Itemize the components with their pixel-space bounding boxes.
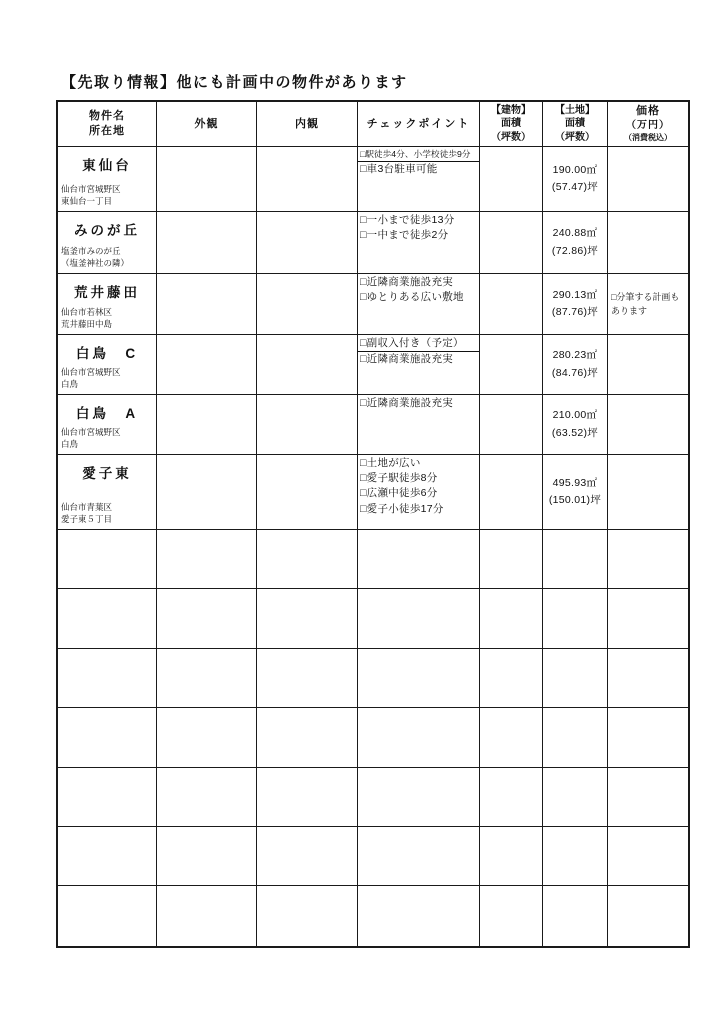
checkpoints-cell [358,335,480,395]
empty-cell [543,708,608,767]
empty-cell [480,768,543,827]
checkpoints-cell [358,147,480,212]
empty-cell [58,768,157,827]
empty-cell [58,530,157,589]
empty-cell [58,649,157,708]
price-cell [608,335,688,395]
address-line: 白鳥 [61,379,79,390]
empty-cell [543,530,608,589]
empty-cell [358,768,480,827]
checkpoint-item: □車3台駐車可能 [360,163,438,176]
land-sqm: 495.93㎡ [552,476,598,489]
land-tsubo: (150.01)坪 [548,494,602,506]
header-price-line: 価格 [636,105,660,118]
building-area-cell [480,335,543,395]
header-interior [257,102,358,147]
header-property [58,102,157,147]
empty-cell [480,886,543,945]
empty-cell [480,649,543,708]
property-name: 白鳥 A [75,406,139,421]
checkpoint-item: □広瀬中徒歩6分 [360,487,438,500]
exterior-photo-cell [157,335,257,395]
header-building-line: （坪数） [491,131,531,143]
address-line: 塩釜市みのが丘 [61,246,121,257]
interior-photo-cell [257,335,358,395]
empty-cell [157,589,257,648]
checkpoint-item: □駅徒歩4分、小学校徒歩9分 [358,148,479,162]
interior-photo-cell [257,395,358,455]
property-name: 荒井藤田 [74,285,140,300]
empty-cell [480,530,543,589]
property-name: 愛子東 [82,466,132,481]
address-line: 仙台市宮城野区 [61,184,121,195]
header-land-line: 面積 [565,118,585,130]
land-area-cell [543,455,608,530]
empty-cell [157,886,257,945]
empty-cell [58,589,157,648]
empty-cell [157,768,257,827]
empty-cell [58,886,157,945]
land-tsubo: (63.52)坪 [551,426,599,439]
address-line: （塩釜神社の隣） [61,258,130,269]
address-line: 仙台市若林区 [61,307,113,318]
property-name: 東仙台 [82,158,132,173]
interior-photo-cell [257,147,358,212]
empty-cell [257,708,358,767]
checkpoint-item: □近隣商業施設充実 [360,276,454,288]
header-interior-label: 内観 [295,117,319,130]
empty-cell [257,886,358,945]
empty-cell [358,649,480,708]
address-line: 仙台市宮城野区 [61,427,121,438]
checkpoint-item: □副収入付き（予定） [358,336,479,352]
checkpoint-item: □土地が広い [360,457,421,469]
exterior-photo-cell [157,395,257,455]
building-area-cell [480,147,543,212]
empty-cell [58,827,157,886]
header-building-line: 【建物】 [491,104,531,116]
header-exterior-label: 外観 [194,117,219,130]
header-property-line: 所在地 [89,125,125,137]
empty-cell [358,530,480,589]
building-area-cell [480,395,543,455]
empty-cell [358,886,480,945]
empty-cell [543,768,608,827]
property-address [61,367,121,391]
price-cell [608,147,688,212]
empty-cell [608,708,688,767]
property-name: みのが丘 [74,223,140,238]
header-land-line: （坪数） [555,131,595,143]
empty-cell [543,589,608,648]
land-area-cell [543,147,608,212]
empty-cell [608,768,688,827]
empty-cell [608,530,688,589]
land-tsubo: (72.86)坪 [551,244,599,257]
property-address [61,502,112,526]
land-sqm: 290.13㎡ [552,288,598,301]
land-sqm: 280.23㎡ [552,349,598,362]
interior-photo-cell [257,212,358,274]
price-cell [608,274,688,335]
empty-cell [358,827,480,886]
land-sqm: 190.00㎡ [552,163,598,176]
price-cell [608,212,688,274]
property-cell [58,455,157,530]
page-title: 【先取り情報】他にも計画中の物件があります [61,74,408,91]
property-name: 白鳥 C [75,346,139,361]
address-line: 仙台市宮城野区 [61,367,121,378]
address-line: 白鳥 [61,439,79,450]
checkpoint-item: □愛子駅徒歩8分 [360,472,438,485]
address-line: 荒井藤田中島 [61,319,113,330]
checkpoint-item: □愛子小徒歩17分 [360,502,444,515]
empty-cell [608,886,688,945]
interior-photo-cell [257,274,358,335]
land-area-cell [543,395,608,455]
empty-cell [543,886,608,945]
checkpoint-item: □一中まで徒歩2分 [360,229,449,242]
building-area-cell [480,455,543,530]
exterior-photo-cell [157,455,257,530]
checkpoints-cell [358,212,480,274]
land-sqm: 240.88㎡ [552,227,598,240]
land-area-cell [543,212,608,274]
price-cell [608,395,688,455]
exterior-photo-cell [157,147,257,212]
empty-cell [358,589,480,648]
land-area-cell [543,274,608,335]
header-checkpoints-label: チェックポイント [366,117,471,130]
property-address [61,307,112,331]
empty-cell [157,708,257,767]
empty-cell [480,827,543,886]
checkpoints-cell [358,395,480,455]
land-area-cell [543,335,608,395]
land-tsubo: (84.76)坪 [551,366,599,379]
property-table [56,100,690,948]
header-building-area [480,102,543,147]
header-checkpoints [358,102,480,147]
price-note: □分筆する計画もあります [611,291,680,316]
interior-photo-cell [257,455,358,530]
empty-cell [157,649,257,708]
empty-cell [58,708,157,767]
empty-cell [257,768,358,827]
empty-cell [257,649,358,708]
empty-cell [543,649,608,708]
checkpoints-cell [358,274,480,335]
empty-cell [157,530,257,589]
exterior-photo-cell [157,212,257,274]
header-property-line: 物件名 [89,110,125,123]
empty-cell [358,708,480,767]
property-address [61,184,121,208]
header-price [608,102,688,147]
property-address [61,246,129,270]
building-area-cell [480,212,543,274]
property-cell [58,274,157,335]
header-land-line: 【土地】 [555,104,595,116]
property-cell [58,147,157,212]
header-land-area [543,102,608,147]
empty-cell [480,708,543,767]
empty-cell [257,589,358,648]
building-area-cell [480,274,543,335]
checkpoint-item: □ゆとりある広い敷地 [360,291,464,304]
checkpoint-item: □一小まで徒歩13分 [360,214,455,226]
header-price-line: （消費税込） [624,132,672,142]
property-address [61,427,121,451]
empty-cell [257,530,358,589]
empty-cell [480,589,543,648]
empty-cell [608,589,688,648]
land-tsubo: (87.76)坪 [551,306,599,318]
header-building-line: 面積 [501,118,521,130]
empty-cell [157,827,257,886]
property-cell [58,335,157,395]
price-cell [608,455,688,530]
address-line: 愛子東５丁目 [61,514,113,525]
empty-cell [608,649,688,708]
checkpoint-item: □近隣商業施設充実 [360,397,454,409]
property-cell [58,212,157,274]
header-exterior [157,102,257,147]
land-sqm: 210.00㎡ [552,409,598,422]
property-cell [58,395,157,455]
exterior-photo-cell [157,274,257,335]
checkpoints-cell [358,455,480,530]
empty-cell [257,827,358,886]
header-price-line: （万円） [626,120,670,132]
empty-cell [608,827,688,886]
address-line: 仙台市青葉区 [61,502,113,513]
checkpoint-item: □近隣商業施設充実 [360,353,454,366]
address-line: 東仙台一丁目 [61,196,113,207]
empty-cell [543,827,608,886]
land-tsubo: (57.47)坪 [551,181,599,193]
